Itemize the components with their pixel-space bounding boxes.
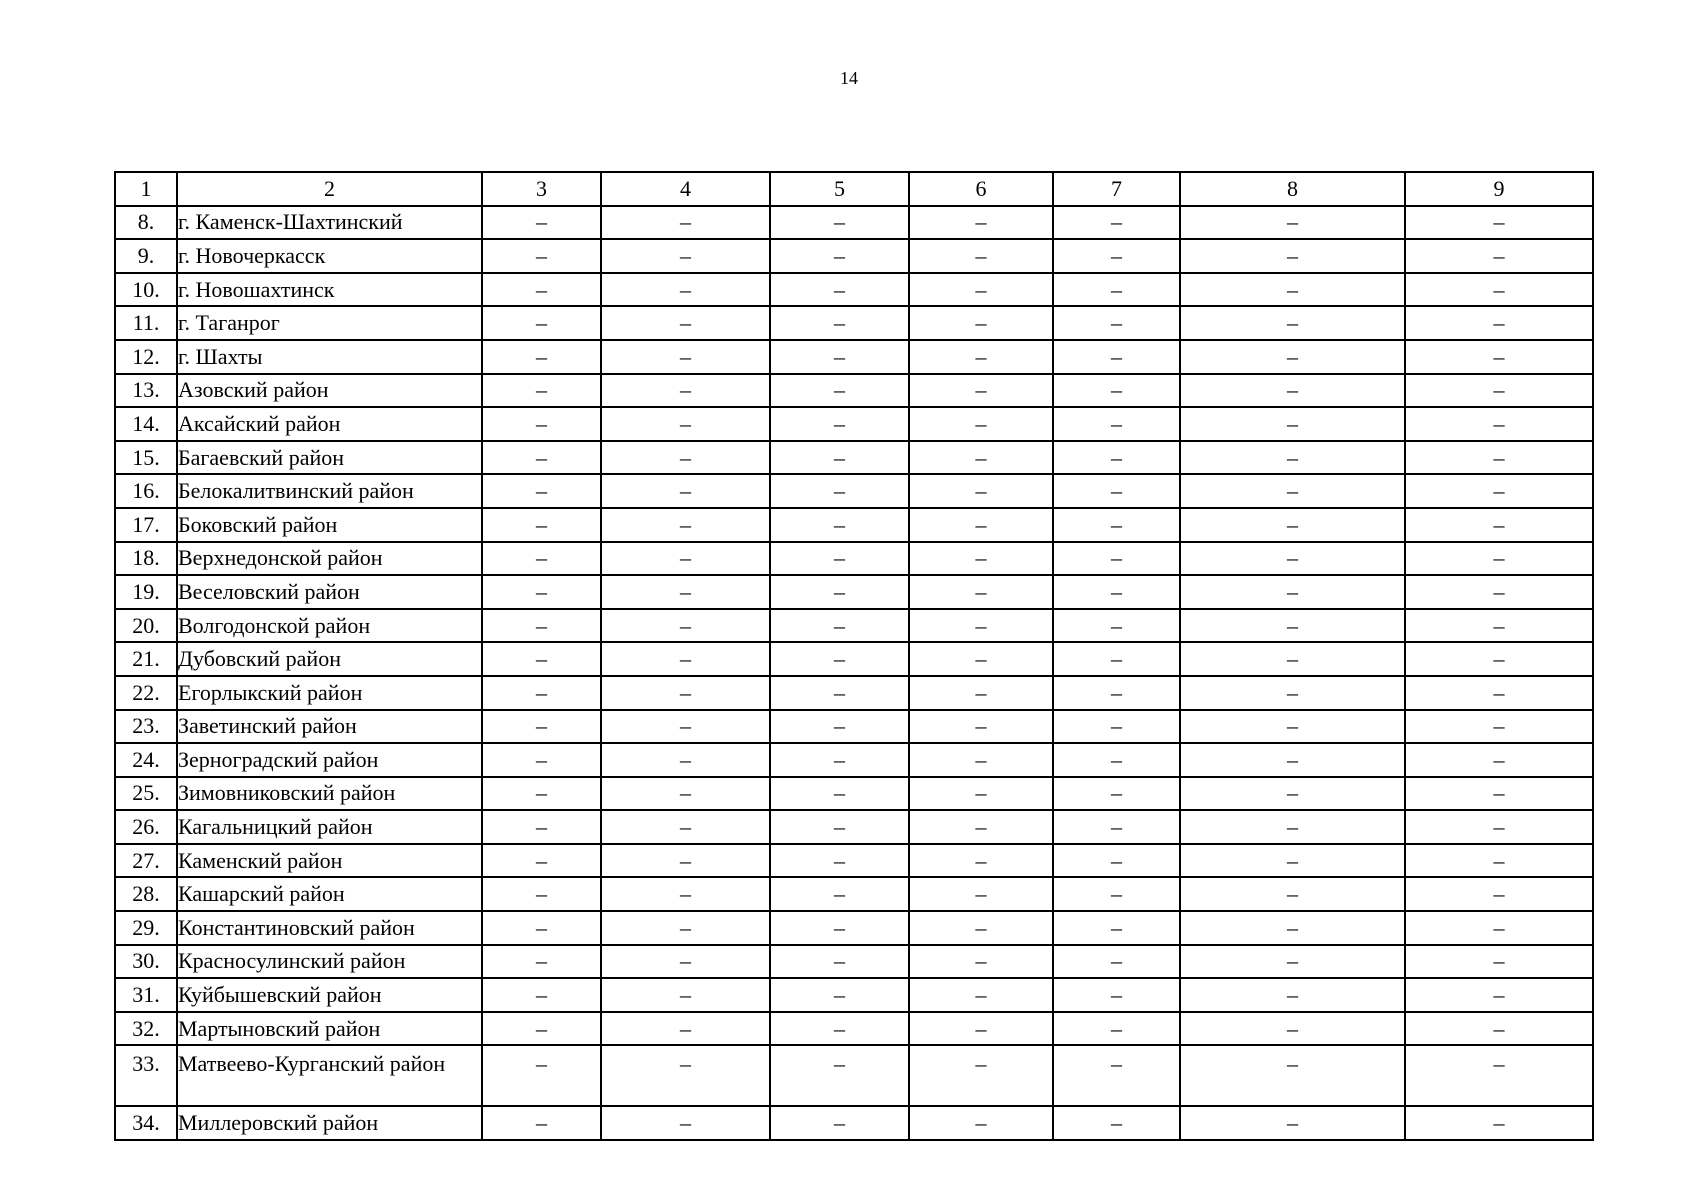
value-cell: – [482,508,601,542]
table-row [115,710,1593,744]
value-cell: – [1180,911,1405,945]
table-row [115,743,1593,777]
value-cell: – [770,239,909,273]
value-cell: – [770,945,909,979]
row-name: Красносулинский район [177,945,482,979]
row-number: 22. [115,676,177,710]
value-cell: – [1405,710,1593,744]
row-name: Аксайский район [177,407,482,441]
value-cell: – [1405,844,1593,878]
value-cell: – [1405,911,1593,945]
value-cell: – [601,642,770,676]
value-cell: – [1180,777,1405,811]
table-row [115,609,1593,643]
value-cell: – [482,978,601,1012]
value-cell: – [909,777,1053,811]
value-cell: – [909,710,1053,744]
row-name: Куйбышевский район [177,978,482,1012]
value-cell: – [909,945,1053,979]
row-number: 26. [115,810,177,844]
value-cell: – [482,777,601,811]
value-cell: – [1180,1045,1405,1106]
value-cell: – [482,306,601,340]
value-cell: – [770,508,909,542]
table-row [115,777,1593,811]
value-cell: – [1180,877,1405,911]
row-name: Каменский район [177,844,482,878]
table-row [115,340,1593,374]
value-cell: – [1180,710,1405,744]
table-row [115,273,1593,307]
value-cell: – [482,340,601,374]
value-cell: – [770,877,909,911]
value-cell: – [1053,273,1180,307]
row-name: Боковский район [177,508,482,542]
value-cell: – [601,374,770,408]
value-cell: – [601,1106,770,1140]
table-row [115,441,1593,475]
row-name: г. Каменск-Шахтинский [177,206,482,240]
value-cell: – [1180,407,1405,441]
value-cell: – [1180,239,1405,273]
value-cell: – [1180,844,1405,878]
table-row [115,877,1593,911]
value-cell: – [1053,407,1180,441]
row-number: 33. [115,1045,177,1106]
table-row [115,474,1593,508]
value-cell: – [601,1012,770,1046]
row-number: 18. [115,542,177,576]
row-number: 14. [115,407,177,441]
row-number: 31. [115,978,177,1012]
value-cell: – [482,1045,601,1106]
value-cell: – [1180,542,1405,576]
header-cell: 8 [1180,172,1405,206]
value-cell: – [601,239,770,273]
value-cell: – [909,911,1053,945]
value-cell: – [1180,642,1405,676]
value-cell: – [482,374,601,408]
value-cell: – [1180,441,1405,475]
value-cell: – [601,306,770,340]
table-row [115,306,1593,340]
value-cell: – [1053,642,1180,676]
value-cell: – [601,206,770,240]
value-cell: – [1053,978,1180,1012]
value-cell: – [770,407,909,441]
value-cell: – [909,844,1053,878]
value-cell: – [601,877,770,911]
value-cell: – [1180,609,1405,643]
value-cell: – [1405,508,1593,542]
row-number: 29. [115,911,177,945]
value-cell: – [770,810,909,844]
row-number: 20. [115,609,177,643]
row-name: Кашарский район [177,877,482,911]
data-table [114,171,1594,1141]
value-cell: – [909,1106,1053,1140]
value-cell: – [1180,206,1405,240]
page-number: 14 [840,68,858,88]
value-cell: – [770,542,909,576]
value-cell: – [770,777,909,811]
row-number: 11. [115,306,177,340]
value-cell: – [482,273,601,307]
value-cell: – [909,441,1053,475]
value-cell: – [770,1106,909,1140]
value-cell: – [1405,1012,1593,1046]
value-cell: – [1405,474,1593,508]
row-name: Заветинский район [177,710,482,744]
value-cell: – [1180,508,1405,542]
row-name: Веселовский район [177,575,482,609]
value-cell: – [770,1012,909,1046]
value-cell: – [1405,407,1593,441]
value-cell: – [482,407,601,441]
row-number: 28. [115,877,177,911]
value-cell: – [1405,777,1593,811]
value-cell: – [770,206,909,240]
value-cell: – [909,407,1053,441]
value-cell: – [601,676,770,710]
value-cell: – [482,441,601,475]
value-cell: – [601,777,770,811]
value-cell: – [1405,441,1593,475]
value-cell: – [770,642,909,676]
value-cell: – [1053,609,1180,643]
row-number: 27. [115,844,177,878]
value-cell: – [601,542,770,576]
header-cell: 4 [601,172,770,206]
value-cell: – [1053,306,1180,340]
value-cell: – [482,474,601,508]
table-row [115,542,1593,576]
row-number: 16. [115,474,177,508]
table-row [115,374,1593,408]
value-cell: – [909,609,1053,643]
value-cell: – [482,710,601,744]
value-cell: – [1405,676,1593,710]
value-cell: – [770,374,909,408]
row-name: г. Таганрог [177,306,482,340]
value-cell: – [1405,1106,1593,1140]
table-row [115,810,1593,844]
value-cell: – [601,911,770,945]
table-row [115,407,1593,441]
value-cell: – [601,340,770,374]
value-cell: – [1053,474,1180,508]
table-row [115,676,1593,710]
value-cell: – [601,743,770,777]
table-row [115,978,1593,1012]
value-cell: – [770,575,909,609]
value-cell: – [1053,710,1180,744]
value-cell: – [909,340,1053,374]
value-cell: – [1053,374,1180,408]
value-cell: – [1053,1012,1180,1046]
value-cell: – [1053,743,1180,777]
value-cell: – [909,810,1053,844]
value-cell: – [909,1012,1053,1046]
header-cell: 9 [1405,172,1593,206]
row-number: 30. [115,945,177,979]
value-cell: – [601,810,770,844]
value-cell: – [1053,340,1180,374]
value-cell: – [601,945,770,979]
value-cell: – [909,877,1053,911]
value-cell: – [482,1012,601,1046]
value-cell: – [482,609,601,643]
value-cell: – [909,239,1053,273]
value-cell: – [909,1045,1053,1106]
value-cell: – [1405,810,1593,844]
row-name: Миллеровский район [177,1106,482,1140]
header-cell: 2 [177,172,482,206]
value-cell: – [601,474,770,508]
value-cell: – [770,609,909,643]
value-cell: – [601,575,770,609]
value-cell: – [1053,810,1180,844]
row-name: Зерноградский район [177,743,482,777]
value-cell: – [1405,273,1593,307]
value-cell: – [1053,542,1180,576]
value-cell: – [1180,978,1405,1012]
value-cell: – [909,542,1053,576]
row-name: Белокалитвинский район [177,474,482,508]
row-name: Верхнедонской район [177,542,482,576]
value-cell: – [1180,1106,1405,1140]
row-number: 13. [115,374,177,408]
value-cell: – [1053,844,1180,878]
row-name: г. Новочеркасск [177,239,482,273]
value-cell: – [601,609,770,643]
table-body [115,172,1593,1140]
value-cell: – [601,441,770,475]
value-cell: – [1405,642,1593,676]
value-cell: – [482,575,601,609]
value-cell: – [482,239,601,273]
value-cell: – [1405,542,1593,576]
value-cell: – [1053,575,1180,609]
value-cell: – [482,844,601,878]
value-cell: – [482,743,601,777]
row-number: 8. [115,206,177,240]
row-number: 24. [115,743,177,777]
value-cell: – [1180,374,1405,408]
value-cell: – [1053,1045,1180,1106]
value-cell: – [1180,575,1405,609]
value-cell: – [1053,508,1180,542]
value-cell: – [1405,1045,1593,1106]
table-row [115,911,1593,945]
value-cell: – [1053,206,1180,240]
value-cell: – [1053,777,1180,811]
value-cell: – [482,642,601,676]
value-cell: – [1053,441,1180,475]
row-name: Егорлыкский район [177,676,482,710]
value-cell: – [770,911,909,945]
value-cell: – [770,441,909,475]
table-row [115,1012,1593,1046]
value-cell: – [1180,945,1405,979]
header-cell: 6 [909,172,1053,206]
row-name: Азовский район [177,374,482,408]
row-number: 21. [115,642,177,676]
value-cell: – [1405,877,1593,911]
value-cell: – [770,844,909,878]
value-cell: – [770,710,909,744]
value-cell: – [1180,743,1405,777]
header-cell: 5 [770,172,909,206]
value-cell: – [1053,911,1180,945]
value-cell: – [482,877,601,911]
row-name: Кагальницкий район [177,810,482,844]
row-number: 25. [115,777,177,811]
value-cell: – [1405,206,1593,240]
row-number: 23. [115,710,177,744]
value-cell: – [601,273,770,307]
value-cell: – [601,1045,770,1106]
value-cell: – [770,978,909,1012]
table-row [115,1045,1593,1106]
value-cell: – [909,642,1053,676]
row-name: Волгодонской район [177,609,482,643]
row-name: Матвеево-Курганский район [177,1045,482,1106]
value-cell: – [1053,945,1180,979]
value-cell: – [909,978,1053,1012]
row-number: 12. [115,340,177,374]
value-cell: – [1180,340,1405,374]
row-number: 15. [115,441,177,475]
row-number: 34. [115,1106,177,1140]
value-cell: – [909,306,1053,340]
value-cell: – [909,743,1053,777]
value-cell: – [1405,743,1593,777]
value-cell: – [770,273,909,307]
header-cell: 1 [115,172,177,206]
value-cell: – [770,306,909,340]
table-row [115,239,1593,273]
row-name: Мартыновский район [177,1012,482,1046]
value-cell: – [770,474,909,508]
row-number: 10. [115,273,177,307]
value-cell: – [1180,474,1405,508]
value-cell: – [1405,306,1593,340]
value-cell: – [601,978,770,1012]
value-cell: – [909,676,1053,710]
row-name: Зимовниковский район [177,777,482,811]
table-row [115,945,1593,979]
value-cell: – [482,676,601,710]
table-row [115,206,1593,240]
value-cell: – [1405,575,1593,609]
value-cell: – [1180,306,1405,340]
table-row [115,508,1593,542]
row-name: г. Новошахтинск [177,273,482,307]
value-cell: – [601,407,770,441]
value-cell: – [1405,374,1593,408]
row-name: Константиновский район [177,911,482,945]
value-cell: – [482,206,601,240]
value-cell: – [1180,810,1405,844]
row-number: 17. [115,508,177,542]
value-cell: – [770,1045,909,1106]
value-cell: – [482,810,601,844]
table-row [115,844,1593,878]
table-row [115,1106,1593,1140]
header-cell: 3 [482,172,601,206]
value-cell: – [909,374,1053,408]
table-header-row [115,172,1593,206]
table-row [115,575,1593,609]
row-number: 19. [115,575,177,609]
value-cell: – [1180,1012,1405,1046]
value-cell: – [909,508,1053,542]
value-cell: – [1053,1106,1180,1140]
value-cell: – [601,710,770,744]
value-cell: – [909,206,1053,240]
value-cell: – [909,575,1053,609]
value-cell: – [1053,877,1180,911]
value-cell: – [482,1106,601,1140]
value-cell: – [601,508,770,542]
value-cell: – [770,676,909,710]
header-cell: 7 [1053,172,1180,206]
table-row [115,642,1593,676]
value-cell: – [1405,340,1593,374]
value-cell: – [601,844,770,878]
value-cell: – [1405,609,1593,643]
value-cell: – [1405,945,1593,979]
value-cell: – [1405,239,1593,273]
value-cell: – [909,273,1053,307]
value-cell: – [1053,239,1180,273]
value-cell: – [482,542,601,576]
row-name: г. Шахты [177,340,482,374]
row-name: Багаевский район [177,441,482,475]
value-cell: – [1180,676,1405,710]
value-cell: – [770,340,909,374]
value-cell: – [909,474,1053,508]
value-cell: – [1053,676,1180,710]
value-cell: – [482,911,601,945]
row-name: Дубовский район [177,642,482,676]
value-cell: – [1405,978,1593,1012]
value-cell: – [482,945,601,979]
row-number: 32. [115,1012,177,1046]
value-cell: – [1180,273,1405,307]
value-cell: – [770,743,909,777]
row-number: 9. [115,239,177,273]
